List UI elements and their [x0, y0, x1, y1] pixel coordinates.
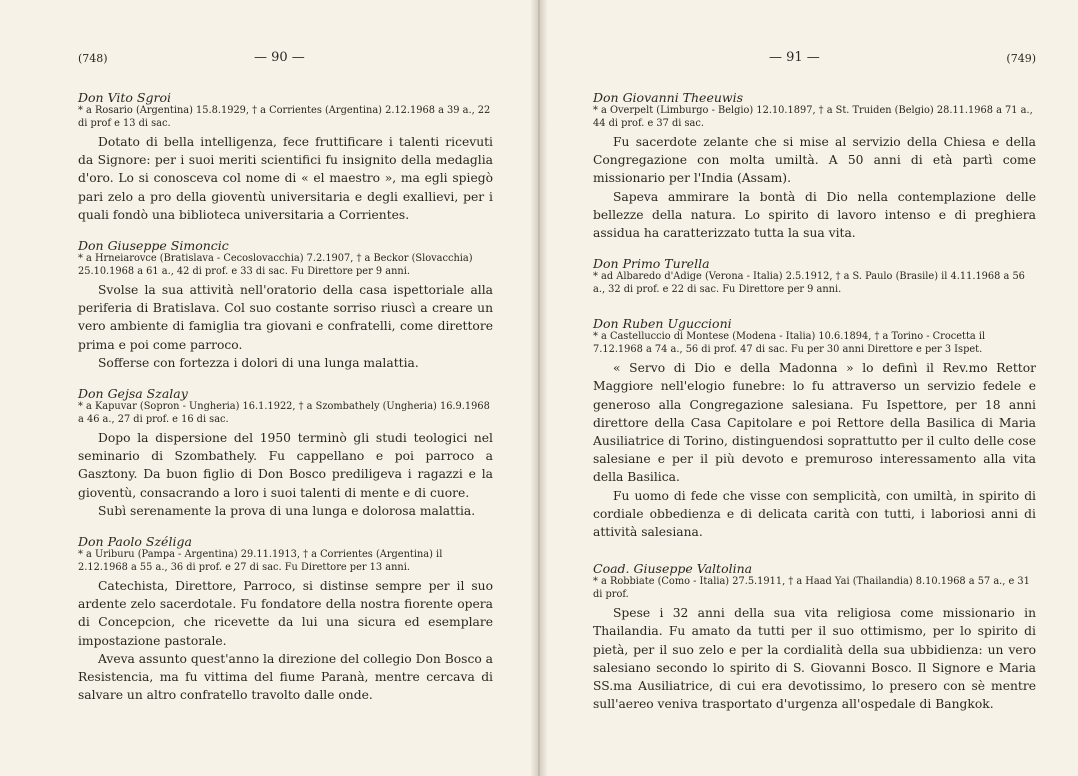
entry-body: [78, 281, 493, 372]
entry-paragraph: Sofferse con fortezza i dolori di una lunga malattia.: [98, 355, 419, 370]
entry-meta: * a Uriburu (Pampa - Argentina) 29.11.1913, † a Corrientes (Argentina) il 2.12.1968 a 55 a., 36 di prof. e 27 di sac. Fu Direttore per 13 anni.: [78, 549, 443, 573]
entry-name: Don Vito Sgroi: [78, 90, 171, 105]
entry-body: [593, 133, 1036, 242]
entry-meta: * a Kapuvar (Sopron - Ungheria) 16.1.1922, † a Szombathely (Ungheria) 16.9.1968 a 46 a., 27 di prof. e 16 di sac.: [78, 401, 490, 425]
entry-name: Coad. Giuseppe Valtolina: [593, 561, 753, 577]
entry-name: Don Primo Turella: [593, 256, 710, 272]
entry-name: Don Gejsa Szalay: [78, 386, 188, 402]
obituary-entry: [593, 561, 1036, 713]
entry-body: [78, 577, 493, 704]
entry-body: [593, 604, 1036, 713]
obituary-entry: [593, 256, 1036, 296]
obituary-entry: [593, 316, 1036, 541]
entry-meta: * a Rosario (Argentina) 15.8.1929, † a Corrientes (Argentina) 2.12.1968 a 39 a., 22 di prof e 13 di sac.: [78, 105, 491, 129]
entry-meta: * a Hrneiarovce (Bratislava - Cecoslovacchia) 7.2.1907, † a Beckor (Slovacchia) 25.10.1968 a 61 a., 42 di prof. e 33 di sac. Fu Direttore per 9 anni.: [78, 253, 473, 277]
obituary-entry: [78, 238, 493, 372]
entry-meta: * a Overpelt (Limburgo - Belgio) 12.10.1897, † a St. Truiden (Belgio) 28.11.1968 a 71 a., 44 di prof. e 37 di sac.: [593, 105, 1033, 129]
entry-paragraph: Dotato di bella intelligenza, fece fruttificare i talenti ricevuti da Signore: per i suoi meriti scientifici fu insignito della medaglia d'oro. Lo si conosceva col nome di « el maestro », ma egli spiegò pari zelo a pro della gioventù universitaria e degli exallievi, per i quali fondò una biblioteca universitaria a Corrientes.: [78, 135, 493, 222]
left-page-header: [78, 48, 493, 68]
entry-body: [593, 359, 1036, 541]
left-page-number: — 90 —: [254, 50, 305, 65]
entry-name: Don Giuseppe Simoncic: [78, 238, 229, 254]
entry-body: [78, 133, 493, 224]
entry-paragraph: Dopo la dispersione del 1950 terminò gli studi teologici nel seminario di Szombathely. Fu cappellano e poi parroco a Gasztony. Da buon figlio di Don Bosco prediligeva i ragazzi e la gioventù, consacrando a loro i suoi talenti di mente e di cuore.: [78, 431, 493, 500]
right-page-number: — 91 —: [769, 50, 820, 65]
entry-meta: * a Robbiate (Como - Italia) 27.5.1911, † a Haad Yai (Thailandia) 8.10.1968 a 57 a., e 31 di prof.: [593, 576, 1030, 600]
left-folio: (748): [78, 52, 108, 65]
entry-paragraph: Catechista, Direttore, Parroco, si distinse sempre per il suo ardente zelo sacerdotale. Fu fondatore della nostra fiorente opera di Concepcion, che ricevette da lui una sicura ed esemplare impostazione pastorale.: [78, 579, 493, 648]
obituary-entry: [78, 534, 493, 704]
entry-body: [78, 429, 493, 520]
entry-paragraph: Aveva assunto quest'anno la direzione del collegio Don Bosco a Resistencia, ma fu vittima del fiume Paranà, mentre cercava di salvare un altro confratello travolto dalle onde.: [78, 651, 493, 703]
entry-paragraph: Sapeva ammirare la bontà di Dio nella contemplazione delle bellezze della natura. Lo spirito di lavoro intenso e di preghiera assidua ha caratterizzato tutta la sua vita.: [593, 189, 1036, 241]
entry-paragraph: Spese i 32 anni della sua vita religiosa come missionario in Thailandia. Fu amato da tutti per il suo ottimismo, per lo spirito di pietà, per il suo zelo e per la cordialità della sua ubbidienza: un vero salesiano secondo lo spirito di S. Giovanni Bosco. Il Signore e Maria SS.ma Ausiliatrice, di cui era devotissimo, lo presero con sè mentre sull'aereo veniva trasportato d'urgenza all'ospedale di Bangkok.: [593, 606, 1036, 712]
obituary-entry: [593, 90, 1036, 242]
entry-meta: * a Castelluccio di Montese (Modena - Italia) 10.6.1894, † a Torino - Crocetta il 7.12.1968 a 74 a., 56 di prof. 47 di sac. Fu per 30 anni Direttore e per 3 Ispet.: [593, 331, 986, 355]
right-page-header: [593, 48, 1036, 68]
obituary-entry: [78, 386, 493, 520]
entry-paragraph: « Servo di Dio e della Madonna » lo definì il Rev.mo Rettor Maggiore nell'elogio funebre: lo fu attraverso un servizio fedele e generoso alla Congregazione salesiana. Fu Ispettore, per 18 anni direttore della Casa Capitolare e poi Rettore della Basilica di Maria Ausiliatrice di Torino, distinguendosi soprattutto per il culto delle cose salesiane e per il più devoto e premuroso interessamento alla vita della Basilica.: [593, 361, 1036, 485]
entry-paragraph: Fu uomo di fede che visse con semplicità, con umiltà, in spirito di cordiale obbedienza e di delicata carità con tutti, i laboriosi anni di attività salesiana.: [593, 488, 1036, 540]
entry-name: Don Ruben Uguccioni: [593, 316, 732, 332]
entry-meta: * ad Albaredo d'Adige (Verona - Italia) 2.5.1912, † a S. Paulo (Brasile) il 4.11.1968 a 56 a., 32 di prof. e 22 di sac. Fu Direttore per 9 anni.: [593, 271, 1025, 295]
book-gutter: [530, 0, 548, 776]
right-page: [539, 0, 1078, 776]
obituary-entry: [78, 90, 493, 224]
entry-paragraph: Fu sacerdote zelante che si mise al servizio della Chiesa e della Congregazione con molta umiltà. A 50 anni di età partì come missionario per l'India (Assam).: [593, 135, 1036, 186]
entry-paragraph: Subì serenamente la prova di una lunga e dolorosa malattia.: [98, 503, 476, 518]
right-folio: (749): [1006, 52, 1036, 65]
entry-paragraph: Svolse la sua attività nell'oratorio della casa ispettoriale alla periferia di Bratislava. Col suo costante sorriso riuscì a creare un vero ambiente di famiglia tra giovani e confratelli, come direttore prima e poi come parroco.: [78, 283, 493, 352]
entry-name: Don Giovanni Theeuwis: [593, 90, 744, 105]
entry-name: Don Paolo Széliga: [78, 534, 192, 550]
